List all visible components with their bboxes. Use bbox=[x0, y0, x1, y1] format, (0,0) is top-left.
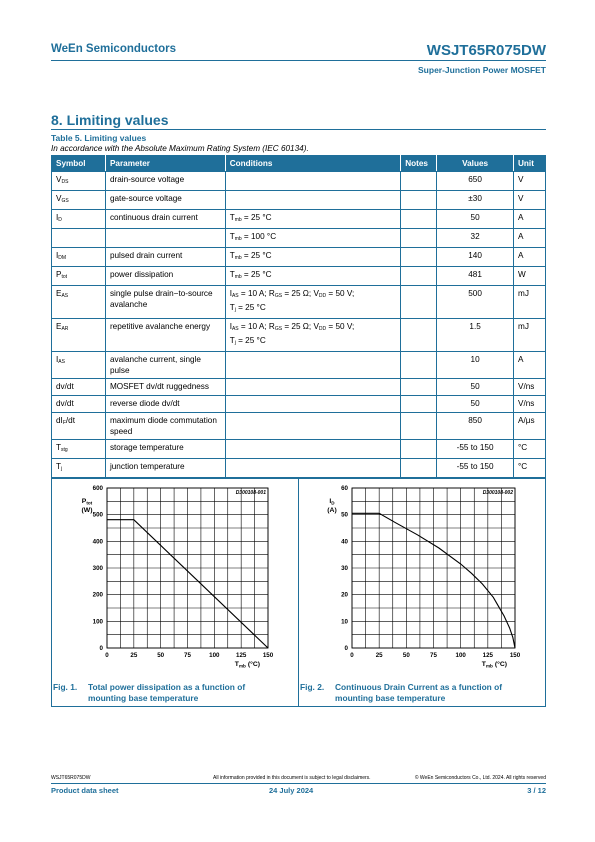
cell-conditions bbox=[225, 191, 401, 210]
x-tick-label: 100 bbox=[209, 652, 220, 659]
cell-parameter: pulsed drain current bbox=[105, 248, 225, 267]
product-name: WSJT65R075DW bbox=[426, 42, 546, 59]
cell-conditions bbox=[225, 379, 401, 396]
x-tick-label: 25 bbox=[130, 652, 138, 659]
x-tick-label: 0 bbox=[105, 652, 109, 659]
cell-value: -55 to 150 bbox=[437, 440, 514, 459]
table-header-row bbox=[52, 156, 546, 172]
cell-parameter: single pulse drain−to-source avalanche bbox=[105, 286, 225, 319]
cell-notes bbox=[401, 210, 437, 229]
cell-value: 50 bbox=[437, 210, 514, 229]
cell-value: 140 bbox=[437, 248, 514, 267]
y-axis-label-sub: D bbox=[331, 500, 335, 506]
cell-symbol bbox=[52, 229, 106, 248]
chart-code: D300108-001 bbox=[235, 490, 266, 496]
chart-power-dissipation bbox=[60, 482, 290, 672]
table-subtitle: In accordance with the Absolute Maximum Rating System (IEC 60134). bbox=[51, 144, 309, 153]
cell-notes bbox=[401, 229, 437, 248]
y-tick-label: 400 bbox=[92, 538, 103, 546]
cell-symbol bbox=[52, 286, 106, 319]
cell-conditions: $I_{AS} = 10$ A; $R_{GS} = 25$ Ω; $V_{DD} = 50$ V; $T_j = 25$ °C bbox=[225, 286, 401, 319]
cell-unit: V/ns bbox=[514, 379, 546, 396]
y-tick-label: 500 bbox=[92, 511, 103, 519]
y-tick-label: 50 bbox=[341, 511, 348, 519]
symbol-subscript: DM bbox=[58, 255, 67, 261]
x-axis-unit: (°C) bbox=[247, 661, 260, 668]
company-name: WeEn Semiconductors bbox=[51, 43, 177, 55]
cell-conditions bbox=[225, 352, 401, 379]
cell-notes bbox=[401, 440, 437, 459]
cell-unit: A bbox=[514, 229, 546, 248]
cell-unit: V bbox=[514, 172, 546, 191]
x-tick-label: 25 bbox=[375, 652, 383, 659]
cell-unit: °C bbox=[514, 440, 546, 459]
cell-parameter: MOSFET dv/dt ruggedness bbox=[105, 379, 225, 396]
cell-value: 32 bbox=[437, 229, 514, 248]
symbol-subscript: AR bbox=[61, 326, 69, 332]
x-tick-label: 50 bbox=[402, 652, 410, 659]
cell-notes bbox=[401, 319, 437, 352]
y-tick-label: 0 bbox=[344, 645, 348, 652]
cell-symbol bbox=[52, 191, 106, 210]
x-tick-label: 125 bbox=[236, 652, 247, 659]
cell-notes bbox=[401, 286, 437, 319]
x-axis-label bbox=[235, 660, 260, 669]
figure-2-number: Fig. 2. bbox=[300, 682, 325, 692]
x-axis-label-sub: mb bbox=[238, 663, 246, 669]
cell-conditions bbox=[225, 396, 401, 413]
x-axis-unit: (°C) bbox=[494, 661, 507, 668]
cell-parameter: gate-source voltage bbox=[105, 191, 225, 210]
symbol-text: I bbox=[56, 251, 59, 260]
cell-conditions bbox=[225, 459, 401, 478]
cell-symbol bbox=[52, 210, 106, 229]
symbol-subscript: DS bbox=[61, 179, 69, 185]
cell-notes bbox=[401, 267, 437, 286]
cell-parameter bbox=[105, 229, 225, 248]
x-tick-label: 150 bbox=[262, 652, 274, 659]
cell-conditions: $T_{mb} = 25$ °C bbox=[225, 248, 401, 267]
cell-unit: mJ bbox=[514, 286, 546, 319]
cell-value: 50 bbox=[437, 379, 514, 396]
x-axis-label-sub: mb bbox=[485, 663, 493, 669]
x-tick-label: 125 bbox=[482, 652, 493, 659]
cell-symbol bbox=[52, 172, 106, 191]
header-parameter: Parameter bbox=[105, 156, 225, 172]
cell-conditions: $I_{AS} = 10$ A; $R_{GS} = 25$ Ω; $V_{DD} = 50$ V; $T_j = 25$ °C bbox=[225, 319, 401, 352]
cell-notes bbox=[401, 459, 437, 478]
table-row bbox=[52, 210, 546, 229]
y-axis-label-main: I bbox=[329, 498, 332, 505]
figure-2-caption bbox=[300, 682, 502, 704]
symbol-subscript: j bbox=[61, 466, 63, 472]
symbol-text: dv/dt bbox=[56, 382, 74, 391]
cell-value: ±30 bbox=[437, 191, 514, 210]
x-tick-label: 50 bbox=[157, 652, 165, 659]
cell-conditions: $T_{mb} = 25$ °C bbox=[225, 267, 401, 286]
cell-symbol bbox=[52, 379, 106, 396]
y-axis-label-main: P bbox=[81, 498, 87, 505]
cell-symbol bbox=[52, 413, 106, 440]
symbol-text: I bbox=[56, 213, 59, 222]
footer-page: 3 / 12 bbox=[527, 786, 546, 795]
chart-drain-current bbox=[306, 482, 538, 672]
cell-symbol bbox=[52, 267, 106, 286]
symbol-subscript: tot bbox=[61, 274, 68, 280]
footer-disclaimer: All information provided in this document is subject to legal disclaimers. bbox=[213, 775, 371, 781]
cell-unit: W bbox=[514, 267, 546, 286]
cell-conditions: $T_{mb} = 100$ °C bbox=[225, 229, 401, 248]
y-tick-label: 200 bbox=[92, 591, 103, 599]
cell-parameter: avalanche current, single pulse bbox=[105, 352, 225, 379]
symbol-text: P bbox=[56, 270, 62, 279]
symbol-subscript: AS bbox=[58, 359, 65, 365]
footer-date: 24 July 2024 bbox=[269, 786, 314, 795]
x-tick-label: 75 bbox=[430, 652, 437, 659]
section-rule bbox=[51, 129, 546, 130]
y-tick-label: 30 bbox=[341, 565, 348, 572]
table-row bbox=[52, 191, 546, 210]
cell-value: 10 bbox=[437, 352, 514, 379]
table-row bbox=[52, 286, 546, 319]
cell-conditions bbox=[225, 440, 401, 459]
y-axis-label bbox=[329, 498, 335, 506]
table-title: Table 5. Limiting values bbox=[51, 133, 147, 143]
symbol-text: dv/dt bbox=[56, 399, 74, 408]
cell-value: 500 bbox=[437, 286, 514, 319]
y-tick-label: 60 bbox=[341, 485, 348, 492]
cell-conditions: $T_{mb} = 25$ °C bbox=[225, 210, 401, 229]
cell-notes bbox=[401, 248, 437, 267]
header-values: Values bbox=[437, 156, 514, 172]
y-tick-label: 100 bbox=[92, 618, 103, 626]
x-tick-label: 150 bbox=[509, 652, 521, 659]
cell-value: 850 bbox=[437, 413, 514, 440]
cell-conditions bbox=[225, 172, 401, 191]
cell-unit: °C bbox=[514, 459, 546, 478]
header-rule bbox=[51, 60, 546, 61]
figures-divider bbox=[298, 478, 299, 707]
cell-value: 481 bbox=[437, 267, 514, 286]
cell-symbol bbox=[52, 248, 106, 267]
chart-code: D300108-002 bbox=[482, 490, 513, 496]
symbol-text: T bbox=[56, 462, 62, 471]
symbol-subscript: stg bbox=[61, 447, 68, 453]
y-tick-label: 0 bbox=[99, 645, 103, 652]
table-row bbox=[52, 459, 546, 478]
cell-symbol bbox=[52, 352, 106, 379]
cell-value: -55 to 150 bbox=[437, 459, 514, 478]
footer-doc-id: WSJT65R075DW bbox=[51, 775, 91, 781]
cell-value: 650 bbox=[437, 172, 514, 191]
cell-notes bbox=[401, 396, 437, 413]
cell-symbol bbox=[52, 396, 106, 413]
cell-notes bbox=[401, 352, 437, 379]
x-tick-label: 100 bbox=[455, 652, 466, 659]
y-tick-label: 40 bbox=[341, 538, 348, 546]
symbol-text: E bbox=[56, 322, 62, 331]
cell-parameter: power dissipation bbox=[105, 267, 225, 286]
figure-2-caption-line1: Continuous Drain Current as a function of bbox=[335, 682, 503, 692]
cell-unit: V bbox=[514, 191, 546, 210]
x-axis-label bbox=[482, 660, 507, 669]
cell-value: 50 bbox=[437, 396, 514, 413]
cell-unit: A bbox=[514, 248, 546, 267]
y-tick-label: 600 bbox=[92, 485, 103, 492]
x-axis-label-main: T bbox=[481, 661, 486, 668]
cell-parameter: continuous drain current bbox=[105, 210, 225, 229]
y-tick-label: 300 bbox=[92, 565, 103, 572]
cell-parameter: repetitive avalanche energy bbox=[105, 319, 225, 352]
figure-1-caption-line2: mounting base temperature bbox=[88, 693, 199, 703]
cell-parameter: drain-source voltage bbox=[105, 172, 225, 191]
table-row bbox=[52, 319, 546, 352]
y-axis-unit: (W) bbox=[81, 507, 93, 514]
cell-unit: V/ns bbox=[514, 396, 546, 413]
y-tick-label: 10 bbox=[341, 618, 348, 626]
table-row bbox=[52, 396, 546, 413]
footer-copyright: © WeEn Semiconductors Co., Ltd. 2024. All rights reserved bbox=[414, 775, 546, 781]
cell-notes bbox=[401, 172, 437, 191]
cell-notes bbox=[401, 413, 437, 440]
cell-notes bbox=[401, 191, 437, 210]
x-tick-label: 75 bbox=[184, 652, 191, 659]
header-symbol: Symbol bbox=[52, 156, 106, 172]
figure-2-caption-line2: mounting base temperature bbox=[335, 693, 446, 703]
header-notes: Notes bbox=[401, 156, 437, 172]
cell-parameter: storage temperature bbox=[105, 440, 225, 459]
cell-conditions bbox=[225, 413, 401, 440]
symbol-tail: /dt bbox=[65, 416, 76, 425]
table-row bbox=[52, 413, 546, 440]
header-unit: Unit bbox=[514, 156, 546, 172]
header-conditions: Conditions bbox=[225, 156, 401, 172]
footer-rule bbox=[51, 783, 546, 784]
x-axis-label-main: T bbox=[234, 661, 239, 668]
cell-value: 1.5 bbox=[437, 319, 514, 352]
symbol-text: I bbox=[56, 355, 59, 364]
symbol-subscript: GS bbox=[61, 198, 69, 204]
section-title: 8. Limiting values bbox=[51, 112, 169, 128]
cell-parameter: reverse diode dv/dt bbox=[105, 396, 225, 413]
cell-notes bbox=[401, 379, 437, 396]
table-row bbox=[52, 267, 546, 286]
table-row bbox=[52, 229, 546, 248]
figure-1-number: Fig. 1. bbox=[53, 682, 78, 692]
table-row bbox=[52, 440, 546, 459]
symbol-subscript: D bbox=[58, 217, 62, 223]
symbol-subscript: AS bbox=[61, 293, 69, 299]
y-axis-unit: (A) bbox=[327, 507, 337, 514]
symbol-text: E bbox=[56, 289, 62, 298]
cell-unit: A bbox=[514, 210, 546, 229]
y-tick-label: 20 bbox=[341, 591, 348, 599]
figure-1-caption bbox=[53, 682, 245, 704]
symbol-text: V bbox=[56, 194, 62, 203]
cell-unit: mJ bbox=[514, 319, 546, 352]
table-row bbox=[52, 172, 546, 191]
y-axis-label bbox=[82, 498, 93, 506]
cell-unit: A bbox=[514, 352, 546, 379]
cell-parameter: maximum diode commutation speed bbox=[105, 413, 225, 440]
product-subtitle: Super-Junction Power MOSFET bbox=[418, 65, 546, 75]
x-tick-label: 0 bbox=[350, 652, 354, 659]
symbol-text: T bbox=[56, 443, 62, 452]
symbol-subscript: F bbox=[62, 420, 66, 426]
table-row bbox=[52, 379, 546, 396]
figure-1-caption-line1: Total power dissipation as a function of bbox=[88, 682, 246, 692]
symbol-text: V bbox=[56, 175, 62, 184]
table-row bbox=[52, 352, 546, 379]
y-axis-label-sub: tot bbox=[86, 500, 93, 506]
footer-doc-type: Product data sheet bbox=[51, 786, 119, 795]
cell-symbol bbox=[52, 440, 106, 459]
cell-unit: A/μs bbox=[514, 413, 546, 440]
symbol-text: dI bbox=[56, 416, 63, 425]
cell-symbol bbox=[52, 459, 106, 478]
limiting-values-table bbox=[51, 155, 546, 478]
cell-symbol bbox=[52, 319, 106, 352]
table-row bbox=[52, 248, 546, 267]
cell-parameter: junction temperature bbox=[105, 459, 225, 478]
